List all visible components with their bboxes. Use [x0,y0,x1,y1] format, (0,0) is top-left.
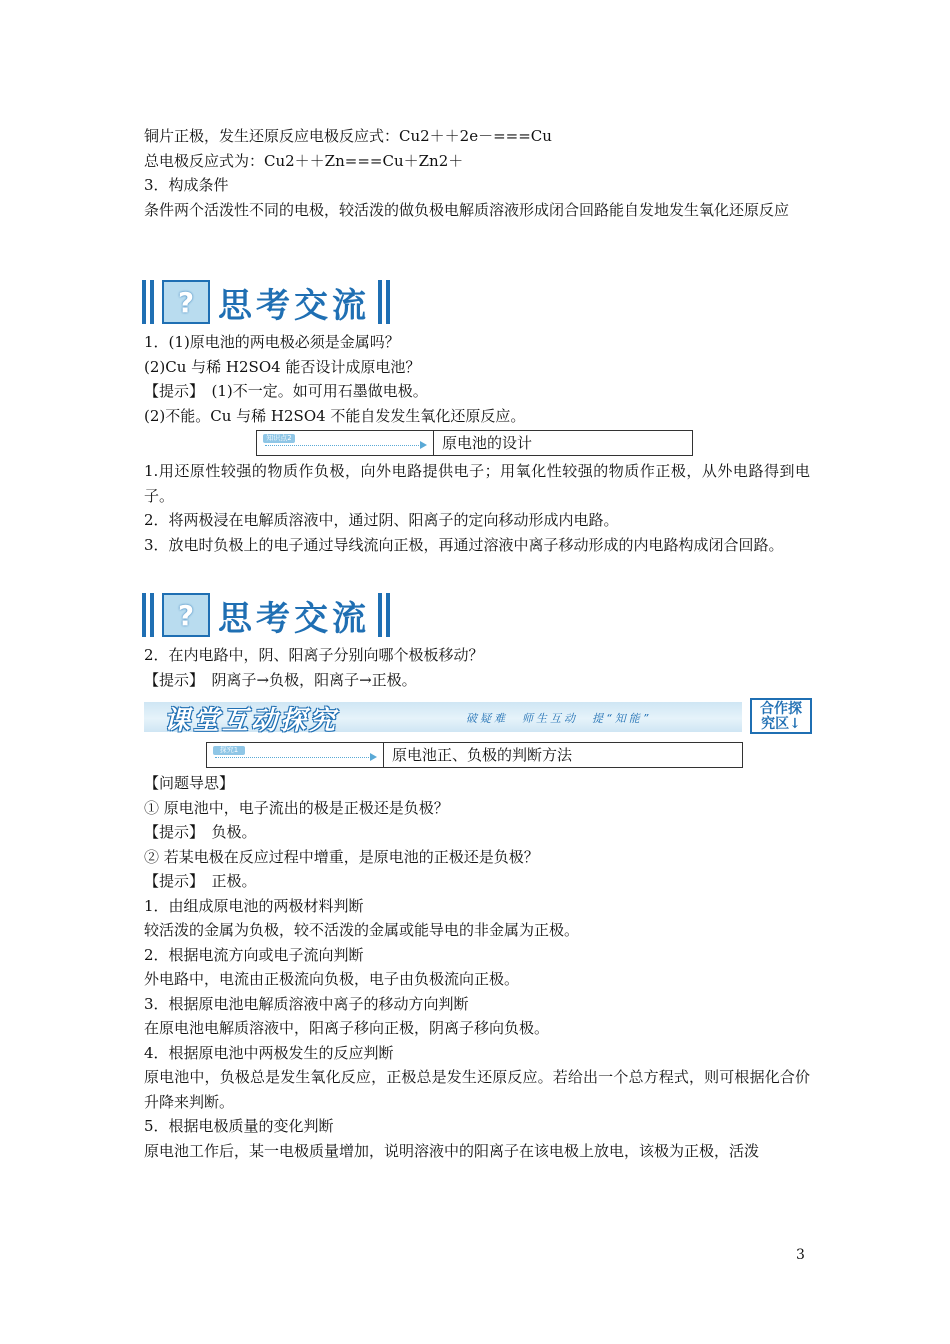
section-tag [206,742,383,768]
explore-line-13: 原电池中，负极总是发生氧化反应，正极总是发生还原反应。若给出一个总方程式，则可根据化合价升降来判断。 [144,1068,810,1111]
explore-line-12: 4．根据原电池中两极发生的反应判断 [144,1043,394,1062]
think2-question: 2．在内电路中，阴、阳离子分别向哪个极板移动？ [144,646,484,664]
explore-line-15: 原电池工作后，某一电极质量增加，说明溶液中的阳离子在该电极上放电，该极为正极，活泼 [144,1141,760,1160]
arrow-right-icon [370,753,377,761]
explore-line-7: 较活泼的金属为负极，较不活泼的金属或能导电的非金属为正极。 [144,921,580,939]
line-total-reaction: 总电极反应式为：Cu2＋＋Zn===Cu＋Zn2＋ [144,151,464,170]
design-point-3: 3．放电时负极上的电子通过导线流向正极，再通过溶液中离子移动形成的内电路构成闭合回路。 [144,535,784,554]
design-point-2: 2．将两极浸在电解质溶液中，通过阴、阳离子的定向移动形成内电路。 [144,511,619,529]
banner-bars-left [142,593,154,637]
ketang-title: 课堂互动探究 [164,706,339,736]
section-label: 原电池正、负极的判断方法 [383,742,743,768]
arrow-right-icon [420,441,427,449]
para-conditions: 条件两个活泼性不同的电极，较活泼的做负极电解质溶液形成闭合回路能自发地发生氧化还原反应 [144,200,790,219]
question-mark-icon: ? [162,280,210,324]
explore-line-8: 2．根据电流方向或电子流向判断 [144,945,364,964]
think-exchange-banner [142,278,810,326]
ketang-subtitle: 破疑难 师生互动 提“知能” [466,712,652,725]
tag-label: 知识点2 [263,434,295,443]
banner-title: 思考交流 [218,285,370,326]
explore-line-14: 5．根据电极质量的变化判断 [144,1117,334,1135]
heading-conditions: 3．构成条件 [144,176,229,194]
banner-bars-right [378,280,390,324]
think1-question-2: (2)Cu 与稀 H2SO4 能否设计成原电池？ [144,357,421,376]
explore-line-3: 【提示】 负极。 [144,823,257,841]
section-judgement [206,742,810,768]
tag-label: 探究1 [213,746,245,755]
banner-title: 思考交流 [218,598,370,639]
think1-hint-1: 【提示】 (1)不一定。如可用石墨做电极。 [144,382,428,400]
think1-hint-2: (2)不能。Cu 与稀 H2SO4 不能自发发生氧化还原反应。 [144,406,526,425]
badge-line-2: 究区↓ [761,716,801,732]
think-exchange-banner-2 [142,591,810,639]
section-label: 原电池的设计 [433,430,693,456]
explore-line-11: 在原电池电解质溶液中，阳离子移向正极，阴离子移向负极。 [144,1019,550,1037]
explore-line-4: ② 若某电极在反应过程中增重，是原电池的正极还是负极？ [144,847,539,866]
page-number: 3 [796,1247,805,1263]
think2-hint: 【提示】 阴离子→负极，阳离子→正极。 [144,670,417,689]
classroom-interaction-banner [144,698,810,738]
think1-question-1: 1．(1)原电池的两电极必须是金属吗？ [144,333,400,351]
section-tag [256,430,433,456]
document-page [144,124,810,1163]
banner-bars-right [378,593,390,637]
explore-line-1: 【问题导思】 [144,774,235,792]
explore-line-6: 1．由组成原电池的两极材料判断 [144,896,364,915]
design-point-1: 1.用还原性较强的物质作负极，向外电路提供电子；用氧化性较强的物质作正极，从外电路得到电子。 [144,462,810,505]
badge-line-1: 合作探 [760,701,802,717]
explore-line-9: 外电路中，电流由正极流向负极，电子由负极流向正极。 [144,970,520,988]
explore-line-10: 3．根据原电池电解质溶液中离子的移动方向判断 [144,994,469,1013]
line-cathode-reaction: 铜片正极，发生还原反应电极反应式：Cu2＋＋2e－===Cu [144,127,552,145]
explore-line-5: 【提示】 正极。 [144,872,257,890]
ketang-badge [750,698,812,734]
explore-line-2: ① 原电池中，电子流出的极是正极还是负极？ [144,798,449,817]
section-design [256,430,810,456]
question-mark-icon: ? [162,593,210,637]
banner-bars-left [142,280,154,324]
